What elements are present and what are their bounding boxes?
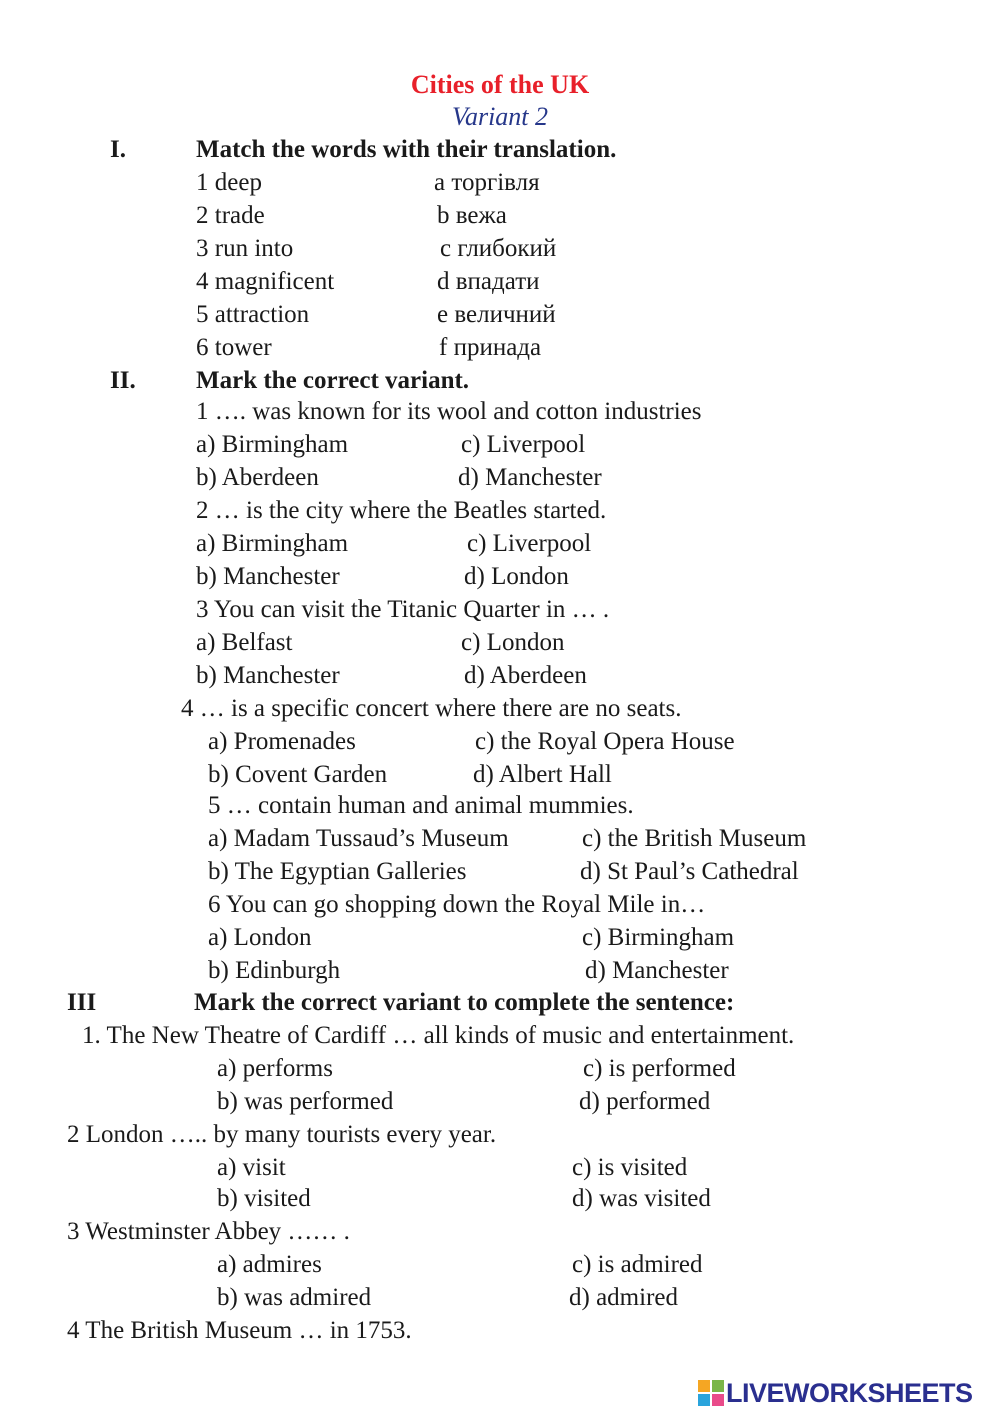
match-word: 2 trade	[196, 202, 265, 229]
logo-grid-icon	[698, 1380, 724, 1406]
liveworksheets-logo	[698, 1378, 973, 1408]
option-d: d) performed	[579, 1088, 711, 1115]
option-b: b) Edinburgh	[208, 957, 341, 984]
option-c: c) is admired	[572, 1251, 703, 1278]
option-d: d) London	[464, 563, 569, 590]
logo-square-icon	[712, 1380, 724, 1392]
question-text: 4 The British Museum … in 1753.	[67, 1317, 412, 1344]
option-d: d) St Paul’s Cathedral	[580, 858, 799, 885]
option-b: b) Manchester	[196, 563, 340, 590]
logo-square-icon	[698, 1380, 710, 1392]
option-d: d) Albert Hall	[473, 761, 612, 788]
option-a: a) visit	[217, 1154, 286, 1181]
match-word: 5 attraction	[196, 301, 310, 328]
option-b: b) was performed	[217, 1088, 394, 1115]
option-a: a) admires	[217, 1251, 322, 1278]
option-b: b) Aberdeen	[196, 464, 319, 491]
question-text: 1 …. was known for its wool and cotton industries	[196, 398, 702, 425]
match-translation: c глибокий	[440, 235, 557, 262]
question-text: 1. The New Theatre of Cardiff … all kinds of music and entertainment.	[82, 1022, 795, 1049]
option-c: c) London	[461, 629, 565, 656]
page-title: Cities of the UK	[410, 70, 590, 99]
option-b: b) Manchester	[196, 662, 340, 689]
option-a: a) Belfast	[196, 629, 293, 656]
option-b: b) was admired	[217, 1284, 372, 1311]
option-d: d) Manchester	[585, 957, 729, 984]
match-translation: e величний	[437, 301, 556, 328]
match-translation: f принада	[439, 334, 542, 361]
section-2-instruction: Mark the correct variant.	[196, 367, 470, 394]
option-a: a) London	[208, 924, 312, 951]
question-text: 2 London ….. by many tourists every year.	[67, 1121, 497, 1148]
option-c: c) Liverpool	[467, 530, 592, 557]
variant-label: Variant 2	[451, 102, 549, 131]
logo-square-icon	[712, 1394, 724, 1406]
option-d: d) was visited	[572, 1185, 711, 1212]
option-a: a) performs	[217, 1055, 333, 1082]
match-word: 6 tower	[196, 334, 272, 361]
logo-square-icon	[698, 1394, 710, 1406]
match-translation: b вежа	[437, 202, 507, 229]
section-3-numeral: III	[67, 989, 97, 1016]
option-b: b) Covent Garden	[208, 761, 388, 788]
question-text: 3 Westminster Abbey …… .	[67, 1218, 350, 1245]
logo-text: LIVEWORKSHEETS	[726, 1377, 973, 1408]
question-text: 4 … is a specific concert where there are no seats.	[181, 695, 682, 722]
option-b: b) The Egyptian Galleries	[208, 858, 467, 885]
section-2-numeral: II.	[110, 367, 136, 394]
option-d: d) admired	[569, 1284, 678, 1311]
question-text: 5 … contain human and animal mummies.	[208, 792, 634, 819]
section-1-numeral: I.	[110, 136, 126, 163]
question-text: 2 … is the city where the Beatles started.	[196, 497, 607, 524]
match-word: 4 magnificent	[196, 268, 335, 295]
option-a: a) Birmingham	[196, 530, 349, 557]
option-c: c) Liverpool	[461, 431, 586, 458]
match-word: 1 deep	[196, 169, 262, 196]
option-a: a) Promenades	[208, 728, 356, 755]
option-c: c) is performed	[583, 1055, 736, 1082]
option-d: d) Aberdeen	[464, 662, 587, 689]
section-1-instruction: Match the words with their translation.	[196, 136, 617, 163]
match-translation: a торгівля	[434, 169, 540, 196]
section-3-instruction: Mark the correct variant to complete the sentence:	[194, 989, 735, 1016]
option-c: c) Birmingham	[582, 924, 735, 951]
match-translation: d впадати	[437, 268, 540, 295]
match-word: 3 run into	[196, 235, 294, 262]
option-d: d) Manchester	[458, 464, 602, 491]
option-a: a) Birmingham	[196, 431, 349, 458]
question-text: 6 You can go shopping down the Royal Mile in…	[208, 891, 706, 918]
option-c: c) the British Museum	[582, 825, 807, 852]
option-b: b) visited	[217, 1185, 311, 1212]
option-c: c) is visited	[572, 1154, 688, 1181]
option-a: a) Madam Tussaud’s Museum	[208, 825, 509, 852]
option-c: c) the Royal Opera House	[475, 728, 735, 755]
question-text: 3 You can visit the Titanic Quarter in … .	[196, 596, 610, 623]
